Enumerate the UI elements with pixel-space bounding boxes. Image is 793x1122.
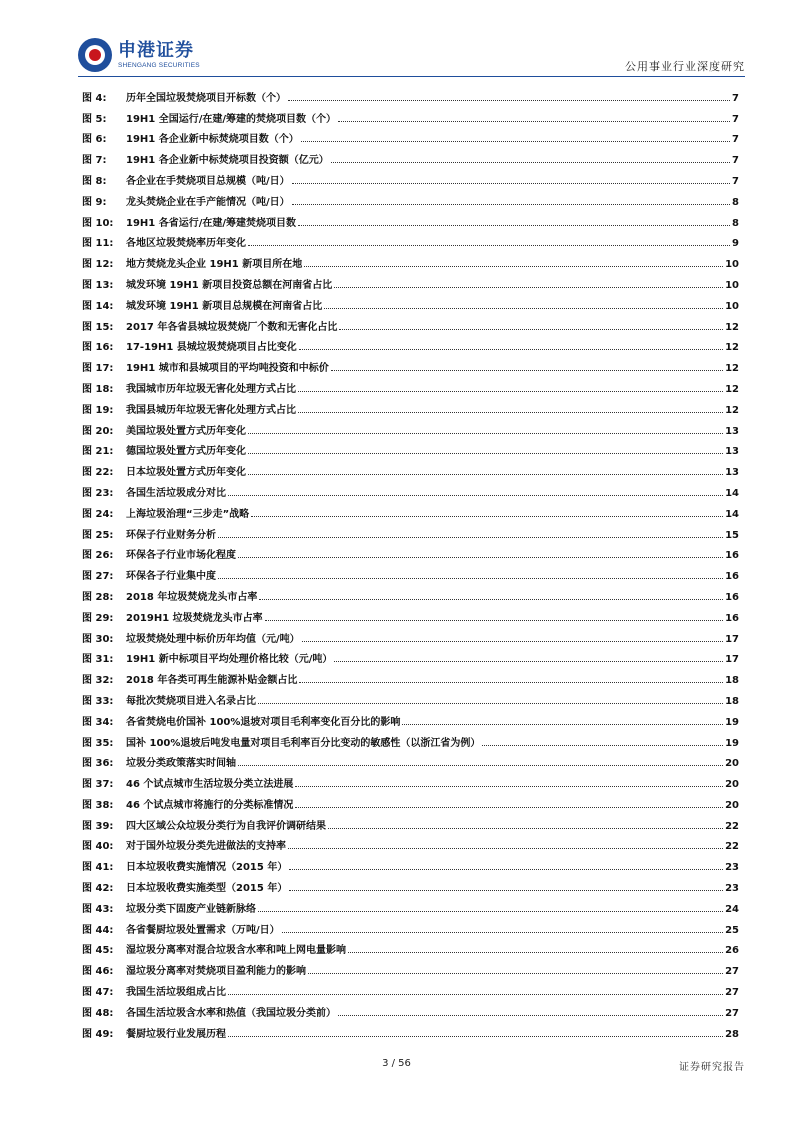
toc-leader-dots xyxy=(218,577,723,579)
toc-leader-dots xyxy=(292,203,730,205)
toc-figure-label: 图 34: xyxy=(82,716,114,728)
toc-leader-dots xyxy=(258,702,723,704)
toc-page-number: 12 xyxy=(725,342,739,354)
toc-figure-label: 图 44: xyxy=(82,924,114,936)
toc-leader-dots xyxy=(304,265,723,267)
toc-figure-title: 日本垃圾收费实施情况（2015 年） xyxy=(126,862,288,874)
toc-figure-title: 各国生活垃圾成分对比 xyxy=(126,487,226,499)
toc-leader-dots xyxy=(289,868,723,870)
toc-entry[interactable] xyxy=(82,229,739,250)
toc-figure-label: 图 35: xyxy=(82,737,114,749)
logo-mark-icon xyxy=(78,38,112,72)
toc-page-number: 13 xyxy=(725,425,739,437)
toc-entry[interactable] xyxy=(82,749,739,770)
toc-figure-title: 日本垃圾处置方式历年变化 xyxy=(126,467,246,479)
toc-figure-label: 图 11: xyxy=(82,238,114,250)
toc-figure-label: 图 39: xyxy=(82,820,114,832)
toc-figure-title: 城发环境 19H1 新项目投资总额在河南省占比 xyxy=(126,279,333,291)
toc-figure-label: 图 22: xyxy=(82,467,114,479)
toc-leader-dots xyxy=(328,827,723,829)
toc-leader-dots xyxy=(482,744,723,746)
toc-figure-label: 图 16: xyxy=(82,342,114,354)
toc-leader-dots xyxy=(248,244,730,246)
toc-figure-title: 环保子行业财务分析 xyxy=(126,529,216,541)
toc-leader-dots xyxy=(331,369,723,371)
toc-figure-label: 图 12: xyxy=(82,259,114,271)
toc-figure-title: 日本垃圾收费实施类型（2015 年） xyxy=(126,883,288,895)
toc-entry[interactable] xyxy=(82,457,739,478)
toc-entry[interactable] xyxy=(82,936,739,957)
toc-figure-label: 图 26: xyxy=(82,550,114,562)
toc-entry[interactable] xyxy=(82,125,739,146)
figure-index-list xyxy=(82,83,739,1040)
toc-page-number: 20 xyxy=(725,799,739,811)
toc-figure-title: 各国生活垃圾含水率和热值（我国垃圾分类前） xyxy=(126,1007,336,1019)
toc-figure-title: 历年全国垃圾焚烧项目开标数（个） xyxy=(126,92,286,104)
toc-leader-dots xyxy=(331,161,730,163)
toc-figure-title: 19H1 新中标项目平均处理价格比较（元/吨） xyxy=(126,654,333,666)
toc-figure-title: 我国县城历年垃圾无害化处理方式占比 xyxy=(126,404,296,416)
toc-leader-dots xyxy=(308,972,723,974)
toc-entry[interactable] xyxy=(82,499,739,520)
toc-figure-label: 图 14: xyxy=(82,300,114,312)
page-number: 3 / 56 xyxy=(382,1058,411,1069)
toc-leader-dots xyxy=(248,473,723,475)
logo-name-cn: 申港证券 xyxy=(118,40,194,61)
toc-figure-label: 图 37: xyxy=(82,779,114,791)
toc-figure-title: 垃圾焚烧处理中标价历年均值（元/吨） xyxy=(126,633,300,645)
toc-figure-title: 我国生活垃圾组成占比 xyxy=(126,987,226,999)
toc-figure-label: 图 45: xyxy=(82,945,114,957)
toc-entry[interactable] xyxy=(82,520,739,541)
toc-figure-title: 垃圾分类下固废产业链新脉络 xyxy=(126,903,256,915)
toc-figure-title: 2018 年各类可再生能源补贴金额占比 xyxy=(126,675,298,687)
toc-page-number: 8 xyxy=(732,196,739,208)
toc-figure-title: 2018 年垃圾焚烧龙头市占率 xyxy=(126,591,258,603)
toc-leader-dots xyxy=(282,931,723,933)
toc-leader-dots xyxy=(288,99,730,101)
toc-figure-title: 我国城市历年垃圾无害化处理方式占比 xyxy=(126,383,296,395)
toc-page-number: 7 xyxy=(732,92,739,104)
toc-figure-label: 图 29: xyxy=(82,612,114,624)
toc-entry[interactable] xyxy=(82,374,739,395)
toc-page-number: 23 xyxy=(725,862,739,874)
toc-figure-label: 图 17: xyxy=(82,363,114,375)
toc-leader-dots xyxy=(259,598,723,600)
toc-figure-title: 湿垃圾分离率对混合垃圾含水率和吨上网电量影响 xyxy=(126,945,346,957)
toc-figure-title: 地方焚烧龙头企业 19H1 新项目所在地 xyxy=(126,259,303,271)
toc-entry[interactable] xyxy=(82,561,739,582)
toc-figure-label: 图 36: xyxy=(82,758,114,770)
toc-figure-label: 图 41: xyxy=(82,862,114,874)
toc-figure-title: 垃圾分类政策落实时间轴 xyxy=(126,758,236,770)
logo-name-en: SHENGANG SECURITIES xyxy=(118,62,200,69)
toc-leader-dots xyxy=(289,889,723,891)
toc-leader-dots xyxy=(301,140,730,142)
toc-figure-title: 2019H1 垃圾焚烧龙头市占率 xyxy=(126,612,263,624)
toc-entry[interactable] xyxy=(82,333,739,354)
company-logo xyxy=(78,38,218,74)
toc-page-number: 14 xyxy=(725,508,739,520)
toc-page-number: 27 xyxy=(725,1007,739,1019)
toc-entry[interactable] xyxy=(82,977,739,998)
toc-page-number: 16 xyxy=(725,571,739,583)
toc-page-number: 10 xyxy=(725,279,739,291)
toc-figure-label: 图 49: xyxy=(82,1028,114,1040)
toc-page-number: 22 xyxy=(725,841,739,853)
toc-figure-label: 图 13: xyxy=(82,279,114,291)
toc-leader-dots xyxy=(251,515,723,517)
toc-leader-dots xyxy=(248,452,723,454)
toc-entry[interactable] xyxy=(82,603,739,624)
toc-entry[interactable] xyxy=(82,811,739,832)
toc-page-number: 18 xyxy=(725,695,739,707)
toc-leader-dots xyxy=(298,390,723,392)
toc-entry[interactable] xyxy=(82,312,739,333)
toc-figure-title: 环保各子行业集中度 xyxy=(126,571,216,583)
toc-figure-label: 图 20: xyxy=(82,425,114,437)
toc-figure-label: 图 40: xyxy=(82,841,114,853)
toc-leader-dots xyxy=(298,411,723,413)
toc-leader-dots xyxy=(228,993,723,995)
toc-page-number: 26 xyxy=(725,945,739,957)
toc-leader-dots xyxy=(302,640,723,642)
toc-figure-label: 图 48: xyxy=(82,1007,114,1019)
toc-leader-dots xyxy=(299,681,723,683)
toc-figure-label: 图 10: xyxy=(82,217,114,229)
toc-entry[interactable] xyxy=(82,187,739,208)
toc-page-number: 27 xyxy=(725,966,739,978)
toc-figure-label: 图 32: xyxy=(82,675,114,687)
toc-figure-title: 国补 100%退坡后吨发电量对项目毛利率百分比变动的敏感性（以浙江省为例） xyxy=(126,737,481,749)
toc-page-number: 7 xyxy=(732,113,739,125)
toc-entry[interactable] xyxy=(82,416,739,437)
toc-page-number: 22 xyxy=(725,820,739,832)
toc-page-number: 7 xyxy=(732,134,739,146)
toc-entry[interactable] xyxy=(82,353,739,374)
toc-entry[interactable] xyxy=(82,291,739,312)
toc-figure-label: 图 38: xyxy=(82,799,114,811)
footer-label: 证券研究报告 xyxy=(679,1062,745,1073)
toc-figure-title: 46 个试点城市将施行的分类标准情况 xyxy=(126,799,294,811)
toc-figure-title: 龙头焚烧企业在手产能情况（吨/日） xyxy=(126,196,290,208)
toc-figure-label: 图 46: xyxy=(82,966,114,978)
toc-page-number: 12 xyxy=(725,363,739,375)
toc-page-number: 7 xyxy=(732,155,739,167)
toc-entry[interactable] xyxy=(82,478,739,499)
toc-entry[interactable] xyxy=(82,790,739,811)
toc-figure-label: 图 19: xyxy=(82,404,114,416)
toc-page-number: 10 xyxy=(725,259,739,271)
toc-figure-title: 环保各子行业市场化程度 xyxy=(126,550,236,562)
toc-figure-title: 19H1 各省运行/在建/筹建焚烧项目数 xyxy=(126,217,297,229)
toc-entry[interactable] xyxy=(82,249,739,270)
toc-entry[interactable] xyxy=(82,1019,739,1040)
toc-figure-title: 19H1 各企业新中标焚烧项目数（个） xyxy=(126,134,299,146)
toc-leader-dots xyxy=(334,286,723,288)
toc-entry[interactable] xyxy=(82,707,739,728)
toc-page-number: 17 xyxy=(725,654,739,666)
toc-figure-title: 四大区域公众垃圾分类行为自我评价调研结果 xyxy=(126,820,326,832)
toc-leader-dots xyxy=(334,660,723,662)
toc-entry[interactable] xyxy=(82,395,739,416)
toc-entry[interactable] xyxy=(82,728,739,749)
toc-figure-title: 德国垃圾处置方式历年变化 xyxy=(126,446,246,458)
page-header xyxy=(0,0,793,80)
toc-page-number: 19 xyxy=(725,716,739,728)
toc-figure-title: 美国垃圾处置方式历年变化 xyxy=(126,425,246,437)
toc-figure-title: 2017 年各省县城垃圾焚烧厂个数和无害化占比 xyxy=(126,321,338,333)
toc-figure-label: 图 6: xyxy=(82,134,107,146)
toc-entry[interactable] xyxy=(82,104,739,125)
toc-page-number: 8 xyxy=(732,217,739,229)
toc-entry[interactable] xyxy=(82,624,739,645)
toc-figure-title: 城发环境 19H1 新项目总规模在河南省占比 xyxy=(126,300,323,312)
toc-figure-label: 图 23: xyxy=(82,487,114,499)
toc-figure-title: 17-19H1 县城垃圾焚烧项目占比变化 xyxy=(126,342,297,354)
toc-entry[interactable] xyxy=(82,832,739,853)
toc-page-number: 12 xyxy=(725,404,739,416)
toc-entry[interactable] xyxy=(82,645,739,666)
toc-entry[interactable] xyxy=(82,145,739,166)
toc-entry[interactable] xyxy=(82,873,739,894)
toc-leader-dots xyxy=(338,120,730,122)
toc-entry[interactable] xyxy=(82,437,739,458)
toc-page-number: 20 xyxy=(725,758,739,770)
toc-page-number: 27 xyxy=(725,987,739,999)
toc-figure-title: 上海垃圾治理“三步走”战略 xyxy=(126,508,250,520)
toc-page-number: 12 xyxy=(725,383,739,395)
toc-leader-dots xyxy=(324,307,723,309)
toc-figure-label: 图 9: xyxy=(82,196,107,208)
toc-entry[interactable] xyxy=(82,894,739,915)
toc-figure-title: 对于国外垃圾分类先进做法的支持率 xyxy=(126,841,286,853)
toc-page-number: 16 xyxy=(725,591,739,603)
toc-page-number: 25 xyxy=(725,924,739,936)
toc-figure-title: 19H1 城市和县城项目的平均吨投资和中标价 xyxy=(126,363,329,375)
toc-figure-label: 图 24: xyxy=(82,508,114,520)
toc-figure-label: 图 28: xyxy=(82,591,114,603)
toc-figure-title: 19H1 各企业新中标焚烧项目投资额（亿元） xyxy=(126,155,329,167)
toc-page-number: 19 xyxy=(725,737,739,749)
toc-page-number: 23 xyxy=(725,883,739,895)
toc-leader-dots xyxy=(228,494,723,496)
toc-page-number: 9 xyxy=(732,238,739,250)
toc-figure-label: 图 21: xyxy=(82,446,114,458)
toc-figure-label: 图 25: xyxy=(82,529,114,541)
toc-figure-label: 图 47: xyxy=(82,987,114,999)
toc-page-number: 15 xyxy=(725,529,739,541)
toc-figure-title: 19H1 全国运行/在建/筹建的焚烧项目数（个） xyxy=(126,113,337,125)
toc-entry[interactable] xyxy=(82,582,739,603)
toc-figure-title: 各省餐厨垃圾处置需求（万吨/日） xyxy=(126,924,280,936)
toc-entry[interactable] xyxy=(82,769,739,790)
toc-figure-label: 图 18: xyxy=(82,383,114,395)
toc-leader-dots xyxy=(238,556,723,558)
toc-leader-dots xyxy=(218,536,723,538)
toc-leader-dots xyxy=(338,1014,723,1016)
toc-leader-dots xyxy=(348,951,723,953)
toc-leader-dots xyxy=(295,785,723,787)
toc-leader-dots xyxy=(339,328,723,330)
toc-leader-dots xyxy=(402,723,723,725)
toc-entry[interactable] xyxy=(82,270,739,291)
toc-page-number: 28 xyxy=(725,1028,739,1040)
toc-leader-dots xyxy=(295,806,723,808)
toc-page-number: 16 xyxy=(725,612,739,624)
toc-leader-dots xyxy=(299,348,723,350)
toc-figure-label: 图 5: xyxy=(82,113,107,125)
toc-figure-title: 各地区垃圾焚烧率历年变化 xyxy=(126,238,246,250)
toc-page-number: 17 xyxy=(725,633,739,645)
toc-page-number: 13 xyxy=(725,467,739,479)
toc-figure-label: 图 7: xyxy=(82,155,107,167)
toc-leader-dots xyxy=(298,224,730,226)
toc-page-number: 24 xyxy=(725,903,739,915)
document-type: 公用事业行业深度研究 xyxy=(625,60,745,73)
toc-figure-title: 各省焚烧电价国补 100%退坡对项目毛利率变化百分比的影响 xyxy=(126,716,401,728)
toc-figure-label: 图 4: xyxy=(82,92,107,104)
toc-figure-title: 每批次焚烧项目进入名录占比 xyxy=(126,695,256,707)
toc-figure-label: 图 15: xyxy=(82,321,114,333)
toc-page-number: 10 xyxy=(725,300,739,312)
toc-leader-dots xyxy=(265,619,723,621)
toc-entry[interactable] xyxy=(82,83,739,104)
toc-entry[interactable] xyxy=(82,541,739,562)
toc-entry[interactable] xyxy=(82,852,739,873)
header-divider xyxy=(78,76,745,77)
toc-leader-dots xyxy=(238,764,723,766)
toc-figure-label: 图 33: xyxy=(82,695,114,707)
toc-figure-label: 图 31: xyxy=(82,654,114,666)
toc-entry[interactable] xyxy=(82,166,739,187)
toc-entry[interactable] xyxy=(82,998,739,1019)
toc-page-number: 16 xyxy=(725,550,739,562)
toc-figure-label: 图 43: xyxy=(82,903,114,915)
toc-entry[interactable] xyxy=(82,956,739,977)
toc-leader-dots xyxy=(292,182,730,184)
toc-entry[interactable] xyxy=(82,915,739,936)
toc-entry[interactable] xyxy=(82,665,739,686)
toc-page-number: 7 xyxy=(732,175,739,187)
toc-page-number: 13 xyxy=(725,446,739,458)
toc-entry[interactable] xyxy=(82,686,739,707)
toc-leader-dots xyxy=(288,847,723,849)
toc-figure-title: 各企业在手焚烧项目总规模（吨/日） xyxy=(126,175,290,187)
toc-figure-label: 图 27: xyxy=(82,571,114,583)
toc-figure-title: 餐厨垃圾行业发展历程 xyxy=(126,1028,226,1040)
toc-page-number: 12 xyxy=(725,321,739,333)
toc-figure-label: 图 42: xyxy=(82,883,114,895)
toc-leader-dots xyxy=(228,1035,723,1037)
toc-entry[interactable] xyxy=(82,208,739,229)
toc-figure-title: 46 个试点城市生活垃圾分类立法进展 xyxy=(126,779,294,791)
toc-figure-title: 湿垃圾分离率对焚烧项目盈利能力的影响 xyxy=(126,966,306,978)
toc-page-number: 18 xyxy=(725,675,739,687)
toc-leader-dots xyxy=(258,910,723,912)
toc-figure-label: 图 8: xyxy=(82,175,107,187)
toc-leader-dots xyxy=(248,432,723,434)
toc-page-number: 20 xyxy=(725,779,739,791)
toc-figure-label: 图 30: xyxy=(82,633,114,645)
toc-page-number: 14 xyxy=(725,487,739,499)
